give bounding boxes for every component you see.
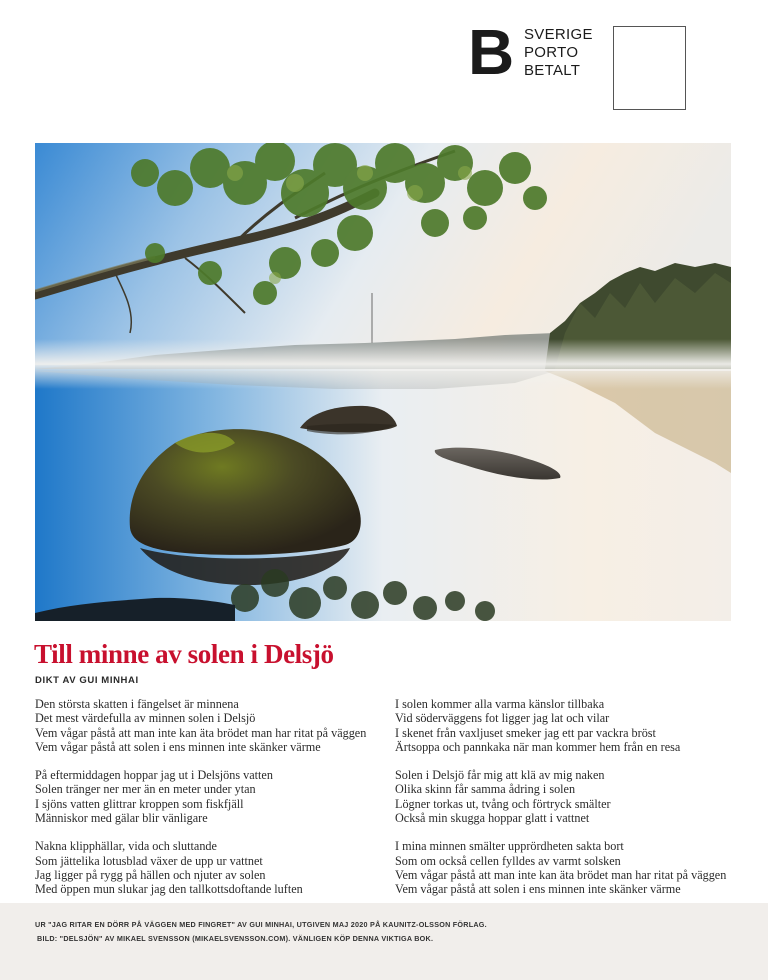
verse-line: Vem vågar påstå att man inte kan äta brödet man har ritat på väggen — [395, 867, 727, 882]
postage-line-betalt: BETALT — [524, 62, 581, 79]
verse-line: Som om också cellen fylldes av varmt solsken — [395, 853, 621, 868]
poem-column-right — [395, 697, 765, 911]
verse-line: Människor med gälar blir vänligare — [35, 811, 208, 826]
postage-text — [524, 26, 593, 80]
poem-title: Till minne av solen i Delsjö — [34, 639, 334, 669]
source-credit: UR "JAG RITAR EN DÖRR PÅ VÄGGEN MED FINGRET" AV GUI MINHAI, UTGIVEN MAJ 2020 PÅ KAUNITZ-OLSSON FÖRLAG. — [35, 920, 487, 929]
photo-credit: BILD: "DELSJÖN" AV MIKAEL SVENSSON (MIKAELSVENSSON.COM). VÄNLIGEN KÖP DENNA VIKTIGA BOK. — [37, 934, 434, 943]
stanza — [35, 768, 405, 825]
verse-line: Vem vågar påstå att man inte kan äta brödet man har ritat på väggen — [35, 725, 367, 740]
verse-line: Också min skugga hoppar glatt i vattnet — [395, 811, 590, 826]
verse-line: Solen i Delsjö får mig att klä av mig naken — [395, 768, 605, 783]
verse-line: Jag ligger på rygg på hällen och njuter av solen — [35, 867, 266, 882]
verse-line: Vem vågar påstå att solen i ens minnen inte skänker värme — [35, 739, 321, 754]
postage-indicia — [468, 16, 688, 112]
verse-line: I sjöns vatten glittrar kroppen som fiskfjäll — [35, 796, 244, 811]
verse-line: Vem vågar påstå att solen i ens minnen inte skänker värme — [395, 882, 681, 897]
lake-photo — [35, 143, 731, 621]
verse-line: Olika skinn får samma ådring i solen — [395, 782, 576, 797]
verse-line: Den största skatten i fängelset är minnena — [35, 697, 239, 711]
postage-b-logo: B — [468, 16, 514, 88]
verse-line: På eftermiddagen hoppar jag ut i Delsjöns vatten — [35, 768, 273, 783]
verse-line: Det mest värdefulla av minnen solen i Delsjö — [35, 711, 256, 726]
verse-line: Vid söderväggens fot ligger jag lat och vilar — [395, 711, 610, 726]
poem-byline: DIKT AV GUI MINHAI — [35, 675, 139, 686]
stanza — [395, 768, 765, 825]
stanza — [395, 839, 765, 896]
verse-line: Lögner torkas ut, tvång och förtryck smälter — [395, 796, 611, 811]
verse-line: Som jättelika lotusblad växer de upp ur vattnet — [35, 853, 263, 868]
verse-line: I solen kommer alla varma känslor tillbaka — [395, 697, 605, 711]
lake-photo-illustration — [35, 143, 731, 621]
verse-line: I mina minnen smälter upprördheten sakta bort — [395, 839, 624, 854]
verse-line: Med öppen mun slukar jag den tallkottsdoftande luften — [35, 882, 303, 897]
postage-line-sverige: SVERIGE — [524, 26, 593, 43]
stanza — [395, 697, 765, 754]
stamp-box — [613, 26, 686, 110]
postage-line-porto: PORTO — [524, 44, 579, 61]
stanza — [35, 697, 405, 754]
poem-column-left — [35, 697, 405, 911]
verse-line: Ärtsoppa och pannkaka när man kommer hem från en resa — [395, 739, 681, 754]
verse-line: I skenet från vaxljuset smeker jag ett par vackra bröst — [395, 725, 656, 740]
credits-footer — [0, 903, 768, 980]
verse-line: Nakna klipphällar, vida och sluttande — [35, 839, 217, 854]
verse-line: Solen tränger ner mer än en meter under ytan — [35, 782, 256, 797]
stanza — [35, 839, 405, 896]
